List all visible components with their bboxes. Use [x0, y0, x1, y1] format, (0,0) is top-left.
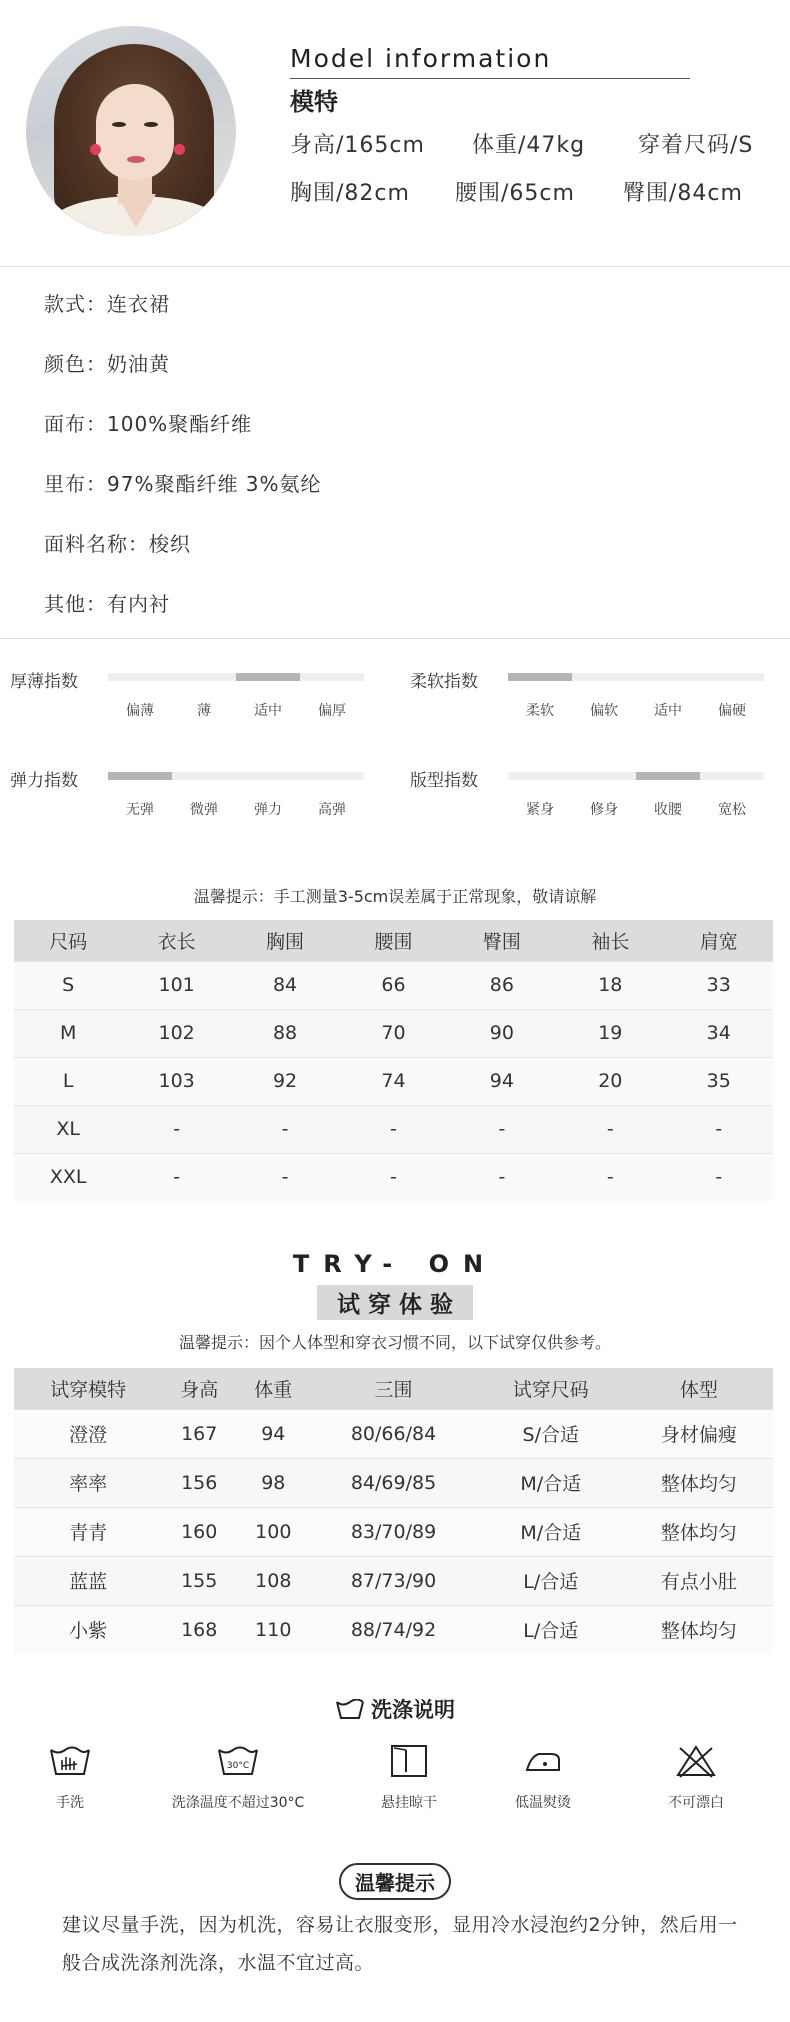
- title-underline: [290, 78, 690, 79]
- tryon-table: [14, 1368, 773, 1654]
- table-cell: 青青: [14, 1507, 162, 1556]
- spec-other: 其他：有内衬: [44, 592, 170, 616]
- spec-lining: 里布：97%聚酯纤维 3%氨纶: [44, 472, 322, 496]
- hang-dry-icon: [390, 1744, 428, 1778]
- table-cell: M: [14, 1009, 122, 1057]
- index-option: 无弹: [126, 802, 154, 818]
- table-cell: -: [339, 1105, 447, 1153]
- table-cell: 168: [162, 1605, 236, 1654]
- table-cell: 66: [339, 961, 447, 1009]
- model-avatar: [26, 26, 236, 236]
- table-row: [14, 1458, 773, 1507]
- table-row: [14, 961, 773, 1009]
- table-cell: -: [665, 1153, 773, 1201]
- index-option: 弹力: [254, 802, 282, 818]
- table-cell: 84: [231, 961, 339, 1009]
- tryon-note: 温馨提示：因个人体型和穿衣习惯不同，以下试穿仅供参考。: [178, 1333, 611, 1352]
- col-header: 腰围: [339, 920, 447, 961]
- no-bleach-icon: [674, 1744, 718, 1778]
- col-header: 尺码: [14, 920, 122, 961]
- col-header: 身高: [162, 1368, 236, 1409]
- table-cell: 74: [339, 1057, 447, 1105]
- model-bust: 胸围/82cm: [290, 181, 410, 206]
- table-cell: 整体均匀: [625, 1605, 773, 1654]
- divider: [0, 266, 790, 267]
- index-option: 高弹: [318, 802, 346, 818]
- table-cell: 98: [236, 1458, 310, 1507]
- table-cell: 澄澄: [14, 1409, 162, 1458]
- table-cell: -: [556, 1153, 664, 1201]
- spec-color: 颜色：奶油黄: [44, 352, 170, 376]
- table-row: [14, 1009, 773, 1057]
- model-height: 身高/165cm: [290, 133, 425, 158]
- index-option: 偏硬: [718, 703, 746, 719]
- model-info-subtitle: 模特: [290, 88, 338, 116]
- index-option: 偏厚: [318, 703, 346, 719]
- table-cell: 19: [556, 1009, 664, 1057]
- wash-basin-icon: [335, 1699, 365, 1721]
- col-header: 试穿尺码: [477, 1368, 625, 1409]
- table-cell: 20: [556, 1057, 664, 1105]
- model-waist: 腰围/65cm: [455, 181, 575, 206]
- table-cell: 156: [162, 1458, 236, 1507]
- wash-label: 手洗: [56, 1795, 84, 1811]
- table-cell: 167: [162, 1409, 236, 1458]
- col-header: 胸围: [231, 920, 339, 961]
- table-cell: -: [448, 1153, 556, 1201]
- table-row: [14, 1605, 773, 1654]
- table-cell: 蓝蓝: [14, 1556, 162, 1605]
- table-cell: 小紫: [14, 1605, 162, 1654]
- table-cell: 101: [122, 961, 230, 1009]
- table-cell: S: [14, 961, 122, 1009]
- table-cell: 160: [162, 1507, 236, 1556]
- hand-wash-icon: [48, 1744, 92, 1778]
- index-option: 偏软: [590, 703, 618, 719]
- index-label: 厚薄指数: [10, 672, 78, 692]
- table-cell: 35: [665, 1057, 773, 1105]
- table-cell: 94: [236, 1409, 310, 1458]
- table-cell: M/合适: [477, 1507, 625, 1556]
- model-info-section: [0, 0, 790, 266]
- index-bar: [108, 673, 364, 681]
- table-cell: 18: [556, 961, 664, 1009]
- wash-label: 低温熨烫: [515, 1795, 571, 1811]
- svg-text:30°C: 30°C: [226, 1761, 250, 1771]
- washing-header: [0, 1694, 790, 1724]
- spec-fabric-name: 面料名称：梭织: [44, 532, 191, 556]
- col-header: 肩宽: [665, 920, 773, 961]
- index-label: 弹力指数: [10, 771, 78, 791]
- index-label: 版型指数: [410, 771, 478, 791]
- table-cell: 92: [231, 1057, 339, 1105]
- table-cell: 102: [122, 1009, 230, 1057]
- washing-title: 洗涤说明: [371, 1698, 455, 1722]
- table-cell: 100: [236, 1507, 310, 1556]
- index-bar: [508, 772, 764, 780]
- model-weight: 体重/47kg: [472, 133, 586, 158]
- table-cell: 94: [448, 1057, 556, 1105]
- tip-title: 温馨提示: [339, 1863, 451, 1900]
- table-row: [14, 1057, 773, 1105]
- index-option: 柔软: [526, 703, 554, 719]
- table-cell: 87/73/90: [310, 1556, 476, 1605]
- table-cell: 103: [122, 1057, 230, 1105]
- table-row: [14, 1507, 773, 1556]
- model-hip: 臀围/84cm: [623, 181, 743, 206]
- tryon-table-header: [14, 1368, 773, 1409]
- index-option: 宽松: [718, 802, 746, 818]
- wash-item-30c: [138, 1744, 338, 1812]
- table-cell: -: [665, 1105, 773, 1153]
- table-cell: 有点小肚: [625, 1556, 773, 1605]
- table-cell: XXL: [14, 1153, 122, 1201]
- model-size: 穿着尺码/S: [638, 133, 754, 158]
- index-bar: [508, 673, 764, 681]
- wash-label: 悬挂晾干: [381, 1795, 437, 1811]
- low-iron-icon: [521, 1744, 565, 1778]
- table-cell: XL: [14, 1105, 122, 1153]
- index-option: 收腰: [654, 802, 682, 818]
- wash-label: 不可漂白: [668, 1795, 724, 1811]
- table-cell: 155: [162, 1556, 236, 1605]
- table-cell: L: [14, 1057, 122, 1105]
- table-cell: 83/70/89: [310, 1507, 476, 1556]
- table-cell: L/合适: [477, 1605, 625, 1654]
- wash-label: 洗涤温度不超过30°C: [171, 1795, 305, 1811]
- table-cell: 86: [448, 961, 556, 1009]
- table-cell: 108: [236, 1556, 310, 1605]
- col-header: 体型: [625, 1368, 773, 1409]
- index-option: 适中: [654, 703, 682, 719]
- col-header: 衣长: [122, 920, 230, 961]
- index-bar: [108, 772, 364, 780]
- model-info-title: Model information: [290, 44, 552, 73]
- size-table-header: [14, 920, 773, 961]
- table-cell: 身材偏瘦: [625, 1409, 773, 1458]
- table-cell: 84/69/85: [310, 1458, 476, 1507]
- table-cell: 88: [231, 1009, 339, 1057]
- table-cell: 88/74/92: [310, 1605, 476, 1654]
- index-option: 微弹: [190, 802, 218, 818]
- table-cell: 整体均匀: [625, 1458, 773, 1507]
- tryon-title: TRY- ON: [292, 1250, 498, 1278]
- spec-shell-fabric: 面布：100%聚酯纤维: [44, 412, 253, 436]
- col-header: 试穿模特: [14, 1368, 162, 1409]
- index-label: 柔软指数: [410, 672, 478, 692]
- table-cell: -: [339, 1153, 447, 1201]
- table-cell: 90: [448, 1009, 556, 1057]
- index-option: 修身: [590, 802, 618, 818]
- spec-style: 款式：连衣裙: [44, 292, 170, 316]
- table-row: [14, 1105, 773, 1153]
- index-option: 紧身: [526, 802, 554, 818]
- table-cell: -: [122, 1153, 230, 1201]
- table-cell: L/合适: [477, 1556, 625, 1605]
- tryon-subtitle: 试穿体验: [317, 1285, 473, 1320]
- col-header: 袖长: [556, 920, 664, 961]
- table-cell: 80/66/84: [310, 1409, 476, 1458]
- table-cell: 整体均匀: [625, 1507, 773, 1556]
- table-cell: 110: [236, 1605, 310, 1654]
- table-cell: 33: [665, 961, 773, 1009]
- size-note: 温馨提示：手工测量3-5cm误差属于正常现象，敬请谅解: [193, 887, 597, 906]
- table-cell: -: [122, 1105, 230, 1153]
- table-cell: 率率: [14, 1458, 162, 1507]
- tip-text: 建议尽量手洗，因为机洗，容易让衣服变形，显用冷水浸泡约2分钟，然后用一般合成洗涤剂洗涤，水温不宜过高。: [62, 1914, 738, 1974]
- table-row: [14, 1556, 773, 1605]
- index-option: 适中: [254, 703, 282, 719]
- table-row: [14, 1153, 773, 1201]
- index-option: 薄: [197, 703, 211, 719]
- table-cell: S/合适: [477, 1409, 625, 1458]
- table-row: [14, 1409, 773, 1458]
- table-cell: 70: [339, 1009, 447, 1057]
- size-table: [14, 920, 773, 1201]
- col-header: 体重: [236, 1368, 310, 1409]
- table-cell: -: [556, 1105, 664, 1153]
- table-cell: 34: [665, 1009, 773, 1057]
- divider: [0, 638, 790, 639]
- table-cell: M/合适: [477, 1458, 625, 1507]
- table-cell: -: [448, 1105, 556, 1153]
- table-cell: -: [231, 1105, 339, 1153]
- table-cell: -: [231, 1153, 339, 1201]
- index-option: 偏薄: [126, 703, 154, 719]
- col-header: 臀围: [448, 920, 556, 961]
- col-header: 三围: [310, 1368, 476, 1409]
- wash-item-no-bleach: [596, 1744, 790, 1812]
- wash-30-icon: [216, 1744, 260, 1778]
